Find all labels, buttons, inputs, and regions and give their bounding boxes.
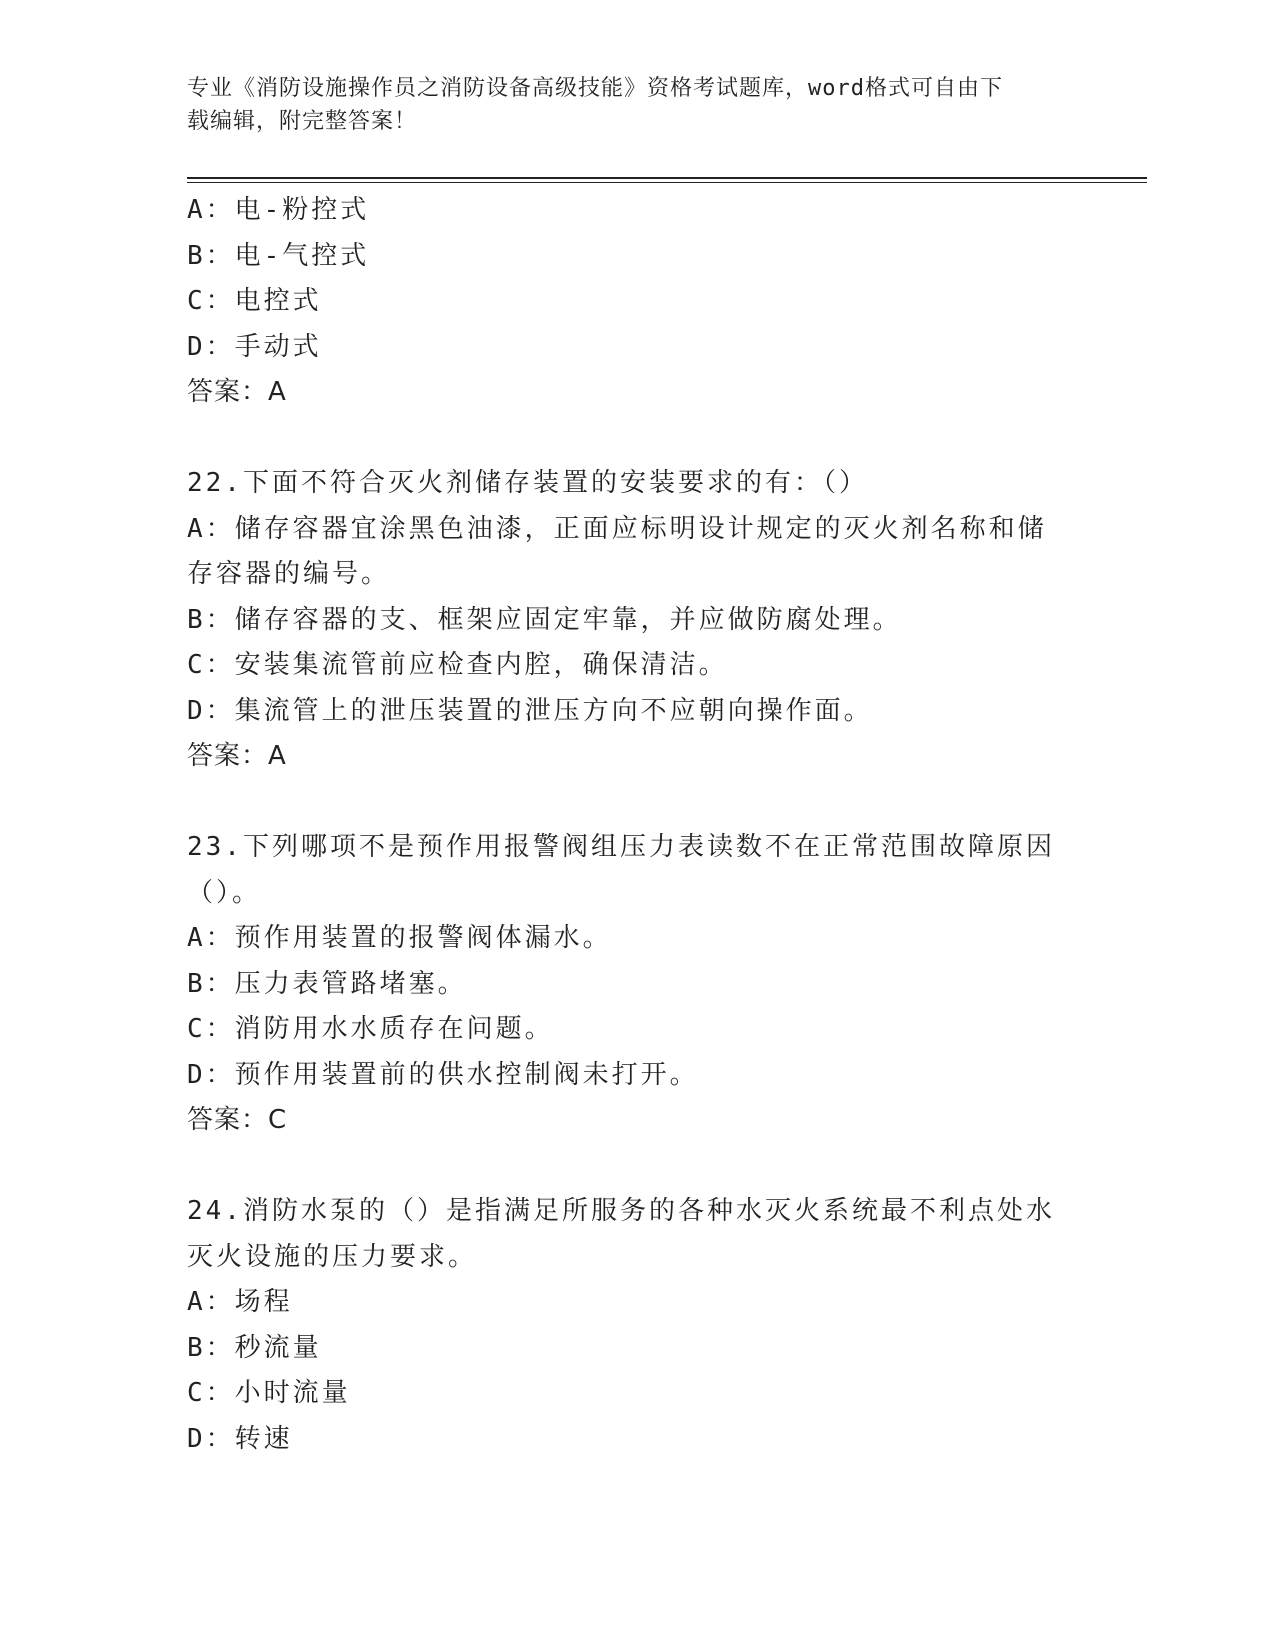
option-d: D：转速 — [187, 1423, 293, 1454]
question-stem: 23.下列哪项不是预作用报警阀组压力表读数不在正常范围故障原因（）。 — [187, 832, 1055, 908]
answer: 答案：A — [187, 741, 287, 771]
question-list — [187, 188, 1067, 1462]
option-a: A：场程 — [187, 1287, 293, 1317]
header-line-1: 专业《消防设施操作员之消防设备高级技能》资格考试题库，word格式可自由下 — [187, 76, 1003, 101]
spacer — [187, 416, 1067, 462]
option-c: C：小时流量 — [187, 1378, 351, 1408]
option-a: A：电-粉控式 — [187, 195, 370, 225]
option-d: D：手动式 — [187, 331, 322, 362]
question-23 — [187, 825, 1067, 1144]
question-stem: 24.消防水泵的（）是指满足所服务的各种水灭火系统最不利点处水灭火设施的压力要求。 — [187, 1196, 1055, 1272]
option-b: B：电-气控式 — [187, 240, 370, 271]
option-b: B：储存容器的支、框架应固定牢靠，并应做防腐处理。 — [187, 604, 902, 635]
answer: 答案：A — [187, 377, 287, 407]
option-c: C：电控式 — [187, 286, 322, 316]
option-b: B：压力表管路堵塞。 — [187, 968, 467, 999]
option-d: D：预作用装置前的供水控制阀未打开。 — [187, 1059, 699, 1090]
question-21 — [187, 188, 1067, 416]
option-c: C：消防用水水质存在问题。 — [187, 1014, 554, 1044]
option-d: D：集流管上的泄压装置的泄压方向不应朝向操作面。 — [187, 695, 873, 726]
header-divider-thin — [187, 182, 1147, 183]
header-line-2: 载编辑，附完整答案！ — [187, 109, 418, 134]
option-c: C：安装集流管前应检查内腔，确保清洁。 — [187, 650, 728, 680]
spacer — [187, 780, 1067, 826]
question-24 — [187, 1189, 1067, 1462]
answer: 答案：C — [187, 1105, 288, 1135]
option-a: A：预作用装置的报警阀体漏水。 — [187, 923, 612, 953]
header-divider-thick — [187, 177, 1147, 179]
spacer — [187, 1144, 1067, 1190]
option-a: A：储存容器宜涂黑色油漆，正面应标明设计规定的灭火剂名称和储存容器的编号。 — [187, 513, 1047, 589]
document-header — [187, 72, 1087, 138]
option-b: B：秒流量 — [187, 1332, 322, 1363]
question-22 — [187, 461, 1067, 780]
question-stem: 22.下面不符合灭火剂储存装置的安装要求的有：（） — [187, 468, 868, 498]
